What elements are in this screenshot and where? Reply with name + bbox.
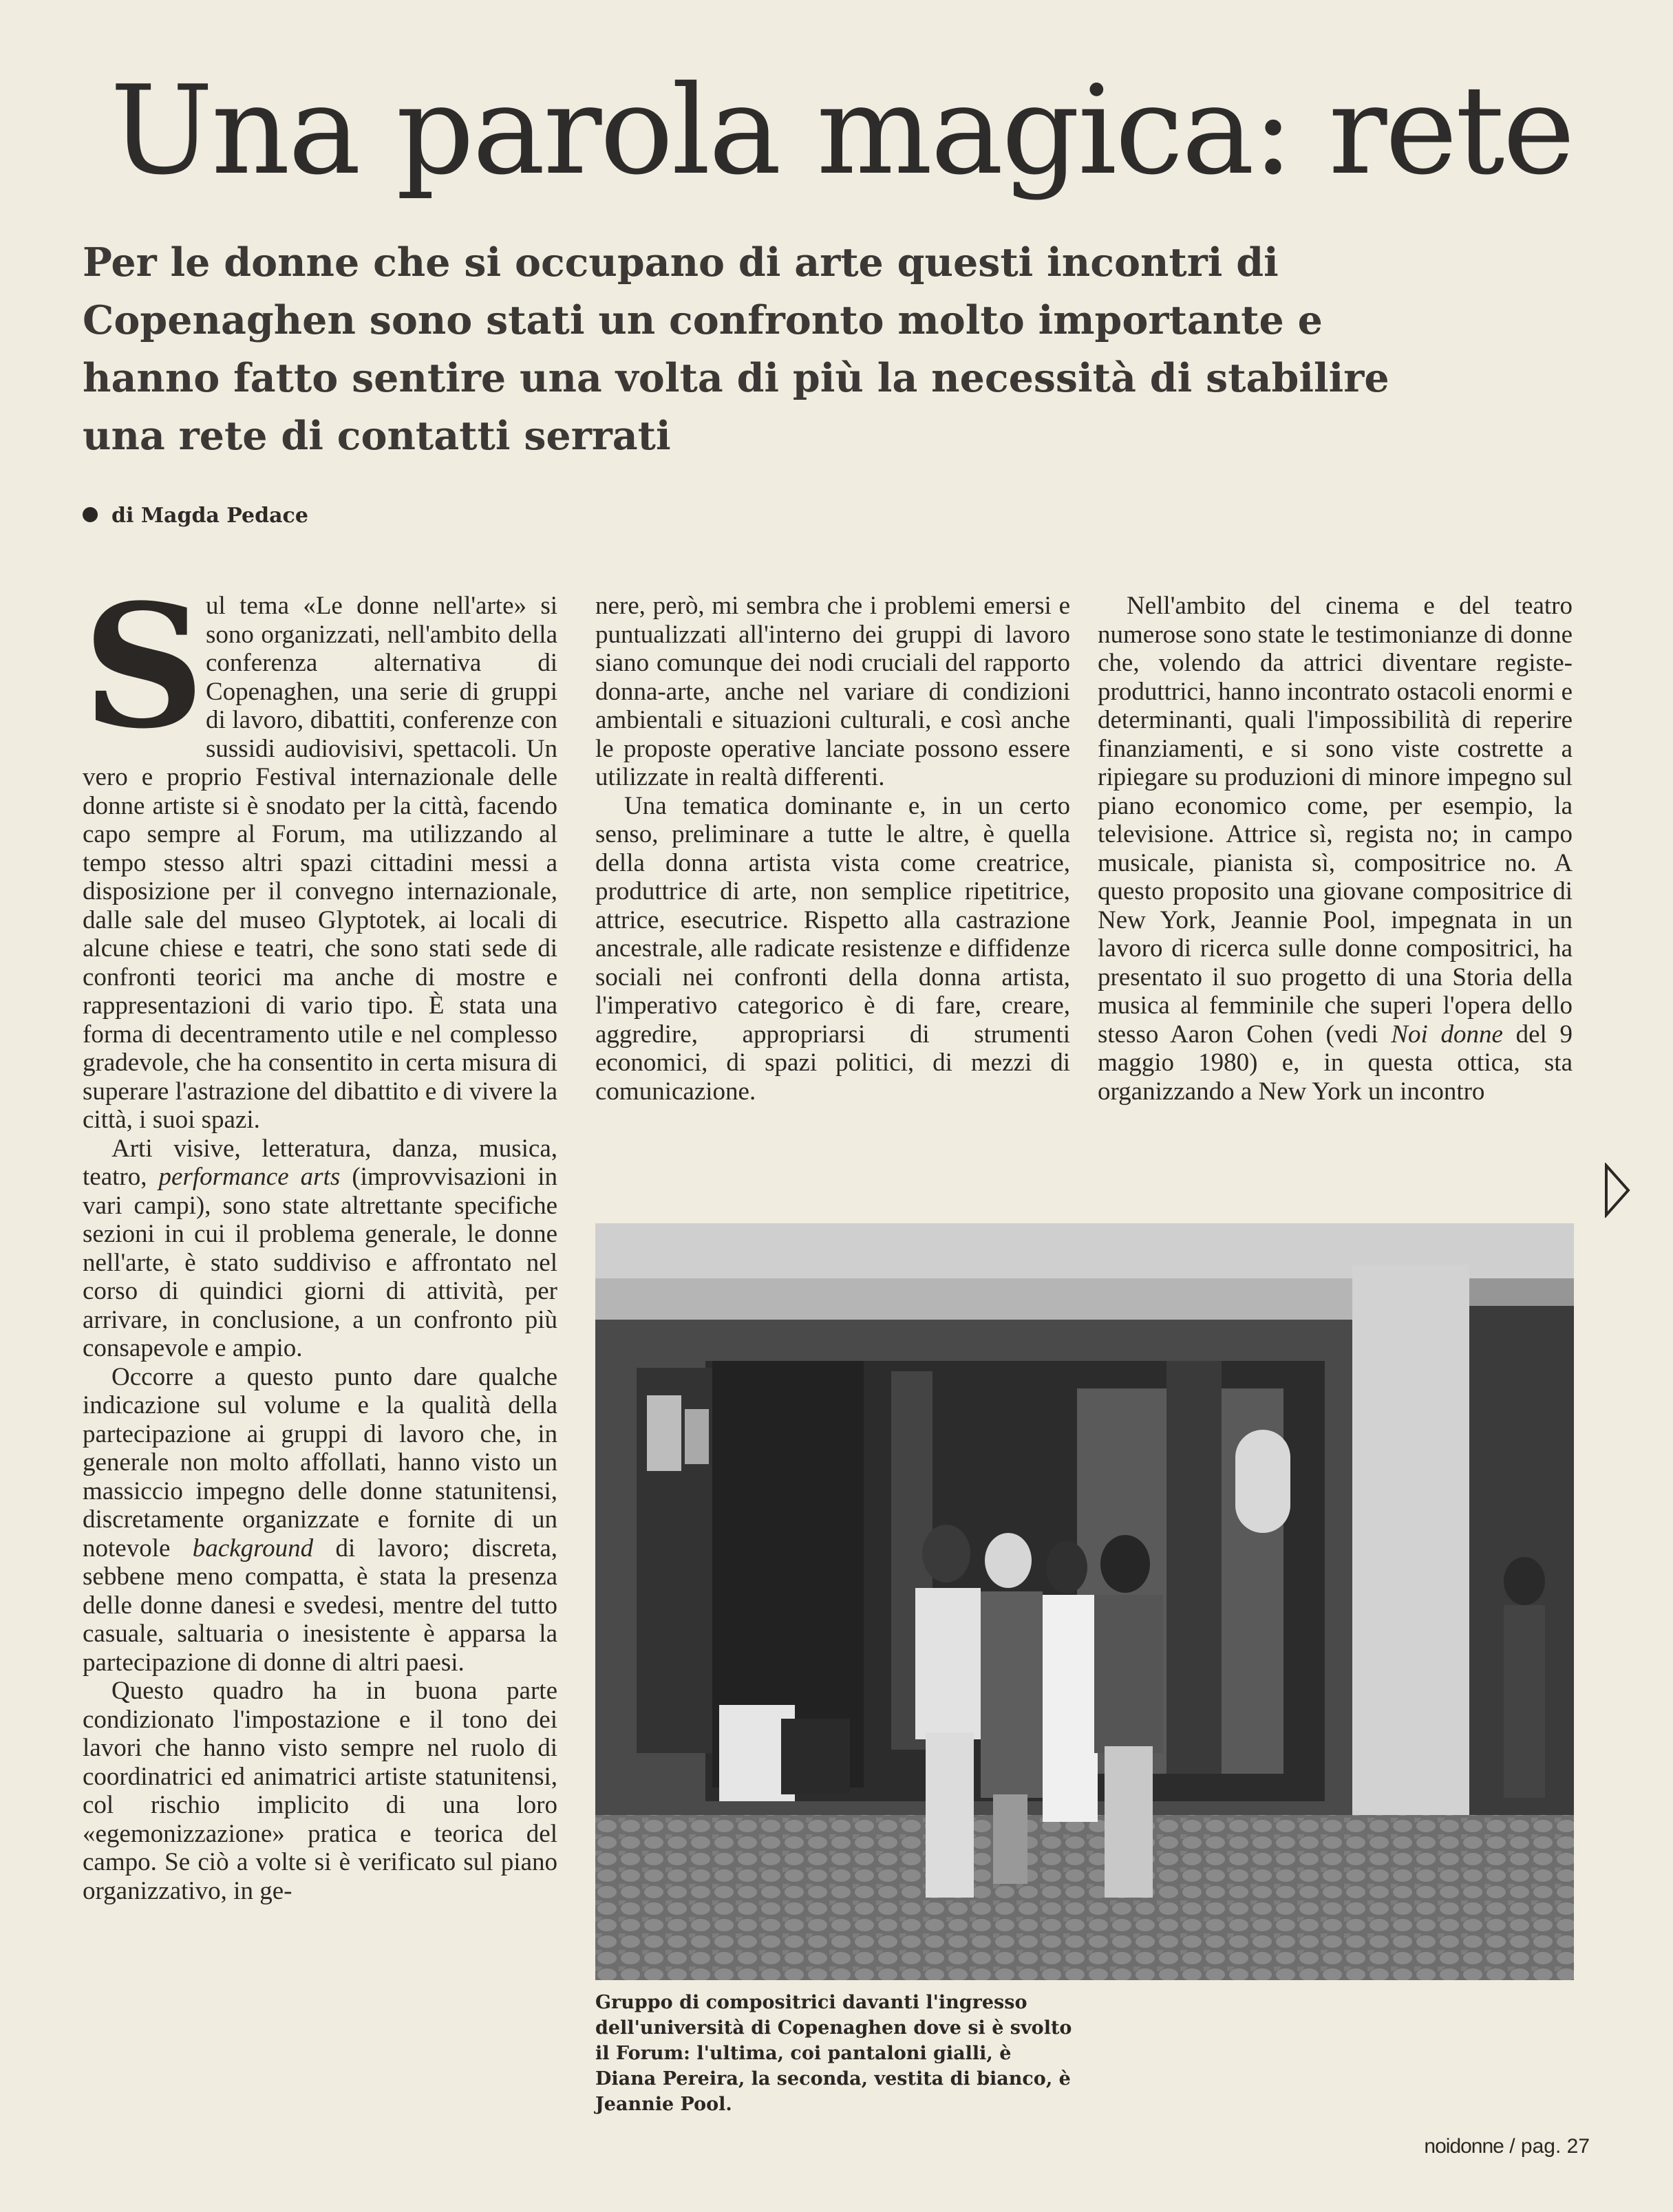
bullet-dot-icon: [83, 507, 98, 522]
byline: [83, 502, 308, 530]
footer-separator: /: [1509, 2135, 1515, 2158]
page-footer: [1376, 2135, 1590, 2158]
text-column-1: [83, 568, 558, 2147]
photo-caption: Gruppo di compositrici davanti l'ingresso dell'università di Copenaghen dove si è svolto il Forum: l'ultima, coi pantaloni gialli, è Diana Pereira, la seconda, vestita di bianco, è Jeannie Pool.: [595, 1992, 1072, 2115]
drop-cap: S: [83, 568, 205, 766]
paragraph-text: del 9 maggio 1980) e, in questa ottica, sta organizzando a New York un incontro: [1098, 1020, 1573, 1106]
paragraph: nere, però, mi sembra che i problemi emersi e puntualizzati all'interno dei gruppi di lavoro siano comunque dei nodi cruciali del rapporto donna-arte, anche nel variare di condizioni ambientali e situazioni culturali, e così anche le proposte operative lanciate possono essere utilizzate in realtà differenti.: [595, 592, 1070, 791]
italic-term: Noi donne: [1391, 1020, 1503, 1049]
paragraph-text: ul tema «Le donne nell'arte» si sono organizzati, nell'ambito della conferenza alternativa di Copenaghen, una serie di gruppi di lavoro, dibattiti, conferenze con sussidi audiovisivi, spettacoli. Un vero e proprio Festival internazionale delle donne artiste si è snodato per la città, facendo capo sempre al Forum, ma utilizzando al tempo stesso altri spazi cittadini messi a disposizione per il convegno internazionale, dalle sale del museo Glyptotek, ai locali di alcune chiese e teatri, che sono stati sede di confronti teorici ma anche di mostre e rappresentazioni di vario tipo. È stata una forma di decentramento utile e nel complesso gradevole, che ha consentito in certa misura di superare l'astrazione del dibattito e di vivere la città, i suoi spazi.: [83, 592, 557, 1134]
continue-arrow-icon: [1603, 1163, 1631, 1218]
article-subtitle: Per le donne che si occupano di arte questi incontri di Copenaghen sono stati un confronto molto importante e hanno fatto sentire una volta di più la necessità di stabilire una rete di contatti serrati: [83, 239, 1389, 459]
paragraph-text: Occorre a questo punto dare qualche indicazione sul volume e la qualità della partecipazione ai gruppi di lavoro che, in generale non molto affollati, hanno visto un massiccio impegno delle donne statunitensi, discretamente organizzate e fornite di un notevole: [83, 1362, 557, 1563]
text-column-3: [1098, 592, 1573, 1211]
text-column-2: [595, 592, 1070, 1211]
paragraph: [83, 1135, 557, 1363]
paragraph: Una tematica dominante e, in un certo senso, preliminare a tutte le altre, è quella della donna artista vista come creatrice, produttrice di arte, non semplice ripetitrice, attrice, esecutrice. Rispetto alla castrazione ancestrale, alle radicate resistenze e diffidenze sociali nei confronti della donna artista, l'imperativo categorico è di fare, creare, aggredire, appropriarsi di strumenti economici, di spazi politici, di mezzi di comunicazione.: [595, 791, 1070, 1106]
paragraph: [83, 568, 557, 1135]
italic-term: background: [192, 1534, 314, 1563]
paragraph-text: (improvvisazioni in vari campi), sono state altrettante specifiche sezioni in cui il problema generale, le donne nell'arte, è stato suddiviso e affrontato nel corso di quindici giorni di attività, per arrivare, in conclusione, a un confronto più consapevole e ampio.: [83, 1163, 557, 1362]
paragraph-text: Nell'ambito del cinema e del teatro numerose sono state le testimonianze di donne che, volendo da attrici diventare registe-produttrici, hanno incontrato ostacoli enormi e determinanti, quali l'impossibilità di reperire finanziamenti, e si sono viste costrette a ripiegare su produzioni di minore impegno sul piano economico come, per esempio, la televisione. Attrice sì, regista no; in campo musicale, pianista sì, compositrice no. A questo proposito una giovane compositrice di New York, Jeannie Pool, impegnata in un lavoro di ricerca sulle donne compositrici, ha presentato il suo progetto di una Storia della musica al femminile che superi l'opera dello stesso Aaron Cohen (vedi: [1098, 592, 1573, 1049]
italic-term: performance arts: [158, 1163, 341, 1191]
page-number: pag. 27: [1520, 2135, 1590, 2158]
paragraph: [83, 1363, 557, 1677]
paragraph: Questo quadro ha in buona parte condizionato l'impostazione e il tono dei lavori che hanno visto sempre nel ruolo di coordinatrici ed animatrici artiste statunitensi, col rischio implicito di una loro «egemonizzazione» pratica e teorica del campo. Se ciò a volte si è verificato sul piano organizzativo, in ge-: [83, 1677, 557, 1905]
paragraph-text: Arti visive, letteratura, danza, musica, teatro,: [83, 1134, 557, 1191]
paragraph: [1098, 592, 1573, 1106]
author-name: di Magda Pedace: [111, 504, 308, 528]
paragraph-text: di lavoro; discreta, sebbene meno compatta, è stata la presenza delle donne danesi e svedesi, mentre del tutto casuale, saltuaria o inesistente è apparsa la partecipazione di donne di altri paesi.: [83, 1534, 558, 1677]
article-title: Una parola magica: rete: [110, 59, 1573, 202]
group-photo: [595, 1223, 1574, 1980]
photo-illustration: [595, 1223, 1574, 1980]
magazine-name: noidonne: [1424, 2135, 1504, 2158]
